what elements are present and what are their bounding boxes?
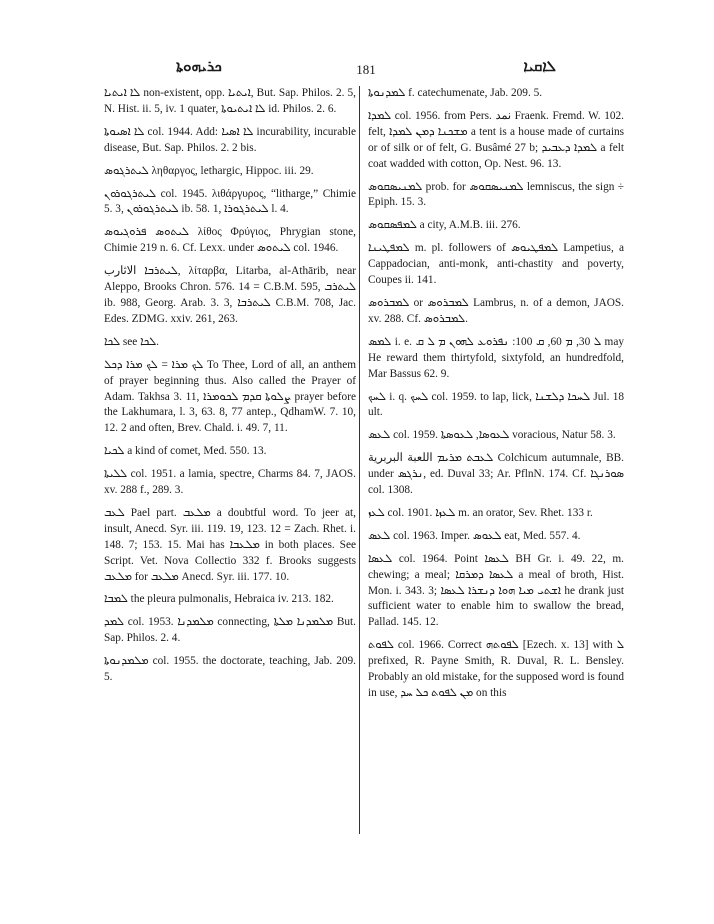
entry: ܡܠܡܕܢܘܬܐ col. 1955. the doctorate, teaching, Jab. 209. 5. [104,655,356,684]
entry: ܠܝܬܪܓܘܣ ληθαργος, lethargic, Hippoc. iii. 29. [104,164,314,177]
entry: ܠܥܣ col. 1963. Imper. ܠܥܘܣ eat, Med. 557. 4. [368,529,581,542]
column-divider [359,86,360,834]
entry: ܠܐ ܐܝܬܝܐ non-existent, opp. ܐܝܬܝܐ, But. Sap. Philos. 2. 5, N. Hist. ii. 5, iv. 1 quater, ܠܐ ܐܝܬܝܘܬܐ id. Philos. 2. 6. [104,87,356,115]
entry: ܠܥܒ Pael part. ܡܠܥܒ a doubtful word. To jeer at, insult, Anecd. Syr. iii. 119. 19, 123. 12 = Zach. Rhet. i. 148. 7; 153. 15. Mai has ܡܠܥܒܐ in both places. See Script. Vet. Nova Collectio 332 f. Brooks suggests ܡܠܥܒ for ܡܠܥܒ Anecd. Syr. iii. 177. 10. [104,506,356,583]
entry: ܠܝܬܪܓܘܪܘܢ col. 1945. λιθάργυρος, “litharge,” Chimie 5. 3, ܠܝܬܪܓܘܪܘܢ ib. 58. 1, ܠܝܬܪܓܘܪܐ l. 4. [104,187,356,216]
entry: ܠܡܦܛܝܢܐ m. pl. followers of ܠܡܦܛܝܘܣ Lampetius, a Cappadocian, anti-monk, anti-chastity and poverty, Coupes ii. 141. [368,242,624,287]
entry: ܠܥܙ col. 1901. ܠܥܙܐ m. an orator, Sev. Rhet. 133 r. [368,506,593,519]
entry: ܠܝܬܪܒܐ الاثارب, λίταρβα, Litarba, al-Athārib, near Aleppo, Brooks Chron. 576. 14 = C.B.M. 595, ܠܝܬܪܒ ib. 988, Georg. Arab. 3. 3, ܠܝܬܪܒܐ C.B.M. 708, Jac. Edes. ZDMG. xxiv. 261, 263. [104,265,356,325]
left-column [104,86,356,693]
page-header [104,58,628,84]
right-column [368,86,624,709]
entry: ܠܚܟ i. q. ܠܚܟ col. 1959. to lap, lick, ܠܚܟܐ ܕܠܫܢܐ Jul. 18 ult. [368,390,624,419]
entry: ܠܡܣ i. e. ܠ 30, ܡ 60, ܩ 100: ܢܦܪܘܥ ܠܗܘܢ ܡ ܠ ܩ may He reward them thirtyfold, sixtyfold, an hundredfold, Mar Bassus 62. 9. [368,335,624,380]
entry: ܠܡܕܐ col. 1956. from Pers. نمد Fraenk. Fremd. W. 102. felt, ܡܫܟܢܐ ܕܡܢ ܠܡܕܐ a tent is a house made of curtains or of silk or of felt, G. Busâmé 27 b; ܠܡܕܐ ܕܥܒܝܕ a felt coat wadded with cotton, Op. Nest. 96. 13. [368,109,625,170]
entry: ܠܟܐ see ܠܟܐ. [104,335,159,348]
entry: ܠܦܘܬ col. 1966. Correct ܠܦܘܬܗ [Ezech. x. 13] with ܠ prefixed, R. Payne Smith, R. Duval, R. L. Bensley. Probably an old mistake, for the supposed word is found in use, ܡܢ ܠܦܘܬ ܟܠ ܚܕ on this [368,639,624,699]
entry: ܠܡܕ col. 1953. ܡܠܡܕܢܐ connecting, ܡܠܡܕܢܐ ܡܠܬܐ But. Sap. Philos. 2. 4. [104,616,356,645]
entry: ܠܡܒܪܘܣ or ܠܡܒܪܘܣ Lambrus, n. of a demon, JAOS. xv. 288. Cf. ܠܡܒܪܘܣ. [368,296,624,325]
entry: ܠܝܬܘܣ ܦܪܘܓܝܘܣ λίθος Φρύγιος, Phrygian stone, Chimie 219 n. 6. Cf. Lexx. under ܠܝܬܘܣ col. 1946. [104,226,356,255]
running-head-right: ܠܐܩܝܐ [523,59,556,75]
entry: ܠܐ ܐܣܝܘܬܐ col. 1944. Add: ܠܐ ܐܣܝܐ incurability, incurable disease, But. Sap. Philos. 2. 2 bis. [104,125,357,154]
entry: ܠܡܦܣܩܘܣ a city, A.M.B. iii. 276. [368,219,521,232]
entry: ܠܥܣ col. 1959. ܠܥܘܣܐ, ܠܥܘܣܬܐ voracious, Natur 58. 3. [368,429,616,442]
entry: ܠܡܢܝܣܩܘܣ prob. for ܠܡܢܝܣܩܘܣ lemniscus, the sign ÷ Epiph. 15. 3. [368,180,624,209]
entry: ܠܡܕܢܘܬܐ f. catechumenate, Jab. 209. 5. [368,87,543,99]
entry: ܠܥܒܬ ܡܪܝܡ اللعبة البربرية Colchicum autumnale, BB. under ܢܪܓܣ, ed. Duval 33; Ar. PflnN. 174. Cf. ܣܘܪܢܓܐ col. 1308. [368,452,624,497]
entry: ܠܡܒܐ the pleura pulmonalis, Hebraica iv. 213. 182. [104,593,334,606]
running-head-left: ܟܪܝܗܘܬܐ [176,59,222,75]
entry: ܠܟ ܡܪܐ = ܠܟ ܡܪܐ ܕܟܠ To Thee, Lord of all, an anthem of prayer beginning thus. Also called the Prayer of Adam. Takhsa 3. 11, ܨܠܘܬܐ ܩܕܡ ܠܟܘܡܪܐ prayer before the Lakhumara, l. 3, 63. 8, 77 antep., QdhamW. 7. 10, 12. 2 and often, Brev. Chald. i. 49. 7, 11. [104,358,356,435]
entry: ܠܟܝܐ a kind of comet, Med. 550. 13. [104,445,267,458]
entry: ܠܠܝܬܐ col. 1951. a lamia, spectre, Charms 84. 7, JAOS. xv. 288 f., 289. 3. [104,468,356,497]
entry: ܠܥܣܐ col. 1964. Point ܠܥܣܐ BH Gr. i. 49. 22, m. chewing; a meal; ܠܥܣܐ ܕܡܪܩܐ a meal of broth, Hist. Mon. i. 343. 3; ܐܫܬܝ ܡܝܐ ܗܘܐ ܕܢܫܪܐ ܠܥܣܐ he drank just sufficient water to enable him to swallow the bread, Pallad. 145. 12. [368,552,625,629]
page-number: 181 [356,62,376,77]
